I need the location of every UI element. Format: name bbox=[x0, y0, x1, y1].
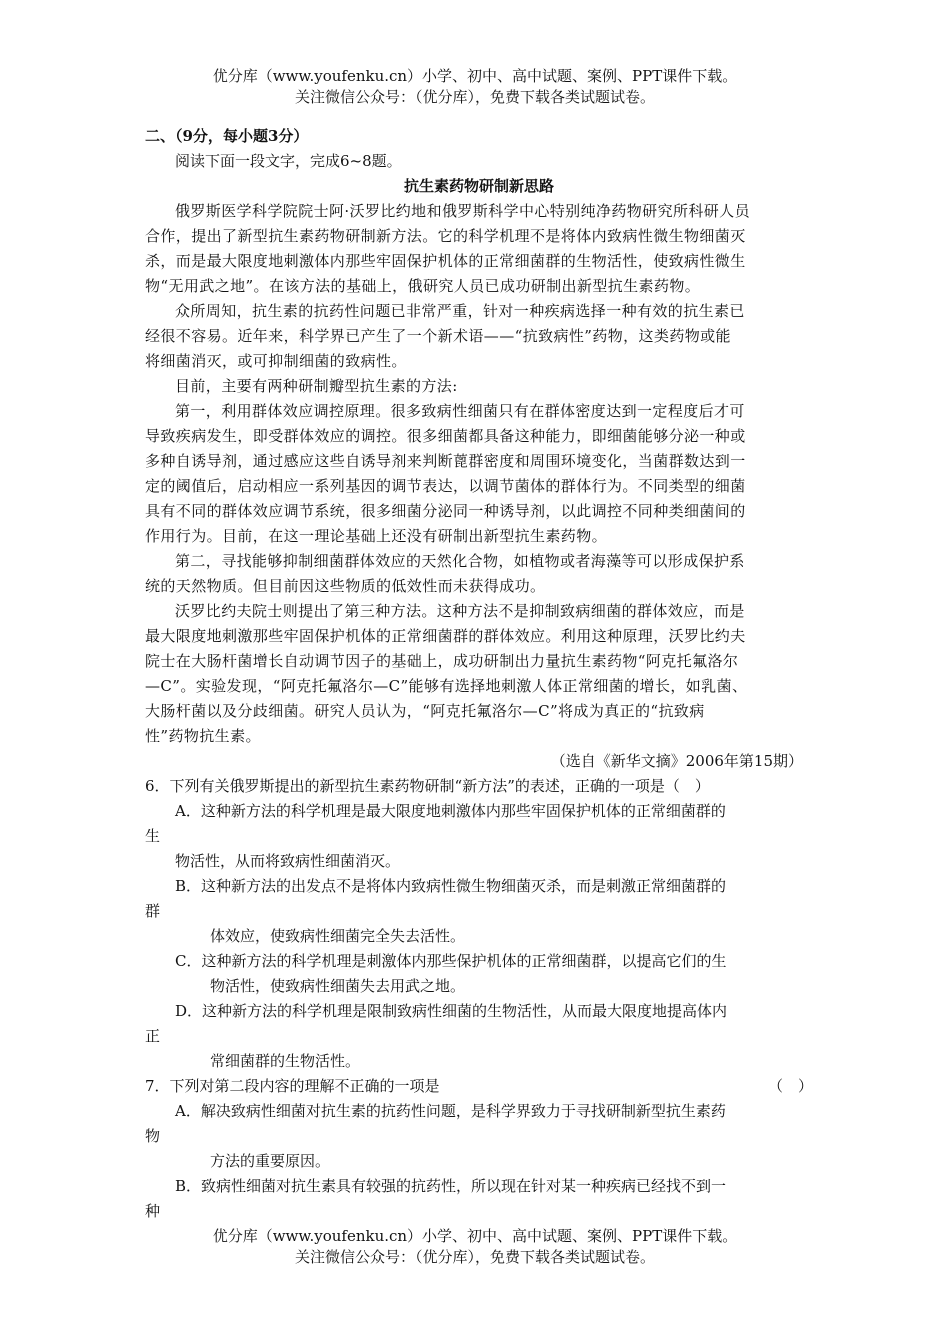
article-line: 将细菌消灭，或可抑制细菌的致病性。 bbox=[145, 352, 407, 370]
article-line: 统的天然物质。但目前因这些物质的低效性而未获得成功。 bbox=[145, 577, 546, 595]
question-7-stem: 7．下列对第二段内容的理解不正确的一项是 bbox=[145, 1077, 440, 1095]
article-line: 物“无用武之地”。在该方法的基础上，俄研究人员已成功研制出新型抗生素药物。 bbox=[145, 277, 701, 295]
question-6-option-c: C．这种新方法的科学机理是刺激体内那些保护机体的正常细菌群，以提高它们的生 bbox=[175, 952, 727, 970]
page-header bbox=[0, 66, 950, 108]
article-line: 沃罗比约夫院士则提出了第三种方法。这种方法不是抑制致病细菌的群体效应，而是 bbox=[175, 602, 745, 620]
article-line: 杀，而是最大限度地刺激体内那些牢固保护机体的正常细菌群的生物活性，使致病性微生 bbox=[145, 252, 746, 270]
article-line: 第一，利用群体效应调控原理。很多致病性细菌只有在群体密度达到一定程度后才可 bbox=[175, 402, 745, 420]
header-line-2: 关注微信公众号：（优分库），免费下载各类试题试卷。 bbox=[294, 88, 655, 106]
question-6-option-a-cont: 物活性，从而将致病性细菌消灭。 bbox=[175, 852, 401, 870]
question-7-option-a-cont: 方法的重要原因。 bbox=[210, 1152, 331, 1170]
article-line: 目前，主要有两种研制瓣型抗生素的方法: bbox=[175, 377, 458, 395]
article-line: 具有不同的群体效应调节系统，很多细菌分泌同一种诱导剂，以此调控不同种类细菌间的 bbox=[145, 502, 746, 520]
question-6 bbox=[145, 774, 813, 1074]
page-footer bbox=[0, 1226, 950, 1268]
question-7 bbox=[145, 1074, 813, 1224]
question-6-option-c-cont: 物活性，使致病性细菌失去用武之地。 bbox=[210, 977, 466, 995]
article-line: 多种自诱导剂，通过感应这些自诱导剂来判断蓖群密度和周围环境变化，当菌群数达到一 bbox=[145, 452, 746, 470]
article-line: 最大限度地刺激那些牢固保护机体的正常细菌群的群体效应。利用这种原理，沃罗比约夫 bbox=[145, 627, 746, 645]
article-line: 合作，提出了新型抗生素药物研制新方法。它的科学机理不是将体内致病性微生物细菌灭 bbox=[145, 227, 746, 245]
question-6-option-b-cont: 体效应，使致病性细菌完全失去活性。 bbox=[210, 927, 466, 945]
question-7-option-b: B．致病性细菌对抗生素具有较强的抗药性，所以现在针对某一种疾病已经找不到一 bbox=[175, 1177, 727, 1195]
article-source: （选自《新华文摘》2006年第15期） bbox=[550, 752, 803, 770]
section-title: 二、（9分，每小题3分） bbox=[145, 127, 309, 145]
question-7-option-b-wrap: 种 bbox=[145, 1202, 161, 1220]
article-line: 大肠杆菌以及分歧细菌。研究人员认为，“阿克托氟洛尔—C”将成为真正的“抗致病 bbox=[145, 702, 705, 720]
question-6-option-b: B．这种新方法的出发点不是将体内致病性微生物细菌灭杀，而是刺激正常细菌群的 bbox=[175, 877, 727, 895]
question-7-stem-line bbox=[145, 1074, 813, 1099]
question-6-option-a-wrap: 生 bbox=[145, 827, 161, 845]
article-body bbox=[145, 199, 813, 749]
question-6-option-d-cont: 常细菌群的生物活性。 bbox=[210, 1052, 361, 1070]
section-instruction: 阅读下面一段文字，完成6~8题。 bbox=[175, 152, 402, 170]
article-line: 导致疾病发生，即受群体效应的调控。很多细菌都具备这种能力，即细菌能够分泌一种或 bbox=[145, 427, 746, 445]
footer-line-2: 关注微信公众号：（优分库），免费下载各类试题试卷。 bbox=[294, 1248, 655, 1266]
question-7-option-a: A．解决致病性细菌对抗生素的抗药性问题，是科学界致力于寻找研制新型抗生素药 bbox=[175, 1102, 726, 1120]
question-6-option-a: A．这种新方法的科学机理是最大限度地刺激体内那些牢固保护机体的正常细菌群的 bbox=[175, 802, 726, 820]
main-content bbox=[145, 124, 813, 1224]
article-line: 第二，寻找能够抑制细菌群体效应的天然化合物，如植物或者海藻等可以形成保护系 bbox=[175, 552, 745, 570]
article-line: 定的阈值后，启动相应一系列基因的调节表达，以调节菌体的群体行为。不同类型的细菌 bbox=[145, 477, 746, 495]
article-title: 抗生素药物研制新思路 bbox=[403, 177, 554, 195]
article-line: 众所周知，抗生素的抗药性问题已非常严重，针对一种疾病选择一种有效的抗生素已 bbox=[175, 302, 745, 320]
article-line: —C”。实验发现，“阿克托氟洛尔—C”能够有选择地刺激人体正常细菌的增长，如乳菌、 bbox=[145, 677, 748, 695]
article-line: 俄罗斯医学科学院院士阿·沃罗比约地和俄罗斯科学中心特别纯净药物研究所科研人员 bbox=[175, 202, 750, 220]
article-line: 院士在大肠杆菌增长自动调节因子的基础上，成功研制出力量抗生素药物“阿克托氟洛尔 bbox=[145, 652, 739, 670]
article-line: 作用行为。目前，在这一理论基础上还没有研制出新型抗生素药物。 bbox=[145, 527, 608, 545]
question-6-option-d-wrap: 正 bbox=[145, 1027, 161, 1045]
header-line-1: 优分库（www.youfenku.cn）小学、初中、高中试题、案例、PPT课件下载。 bbox=[212, 67, 738, 85]
question-7-answer-bracket: （ ） bbox=[767, 1077, 813, 1095]
footer-line-1: 优分库（www.youfenku.cn）小学、初中、高中试题、案例、PPT课件下载。 bbox=[212, 1227, 738, 1245]
question-6-option-d: D．这种新方法的科学机理是限制致病性细菌的生物活性，从而最大限度地提高体内 bbox=[175, 1002, 728, 1020]
question-6-stem: 6．下列有关俄罗斯提出的新型抗生素药物研制“新方法”的表述，正确的一项是（ ） bbox=[145, 777, 710, 795]
question-7-option-a-wrap: 物 bbox=[145, 1127, 161, 1145]
article-line: 性”药物抗生素。 bbox=[145, 727, 261, 745]
question-6-option-b-wrap: 群 bbox=[145, 902, 161, 920]
article-line: 经很不容易。近年来，科学界已产生了一个新术语——“抗致病性”药物，这类药物或能 bbox=[145, 327, 731, 345]
